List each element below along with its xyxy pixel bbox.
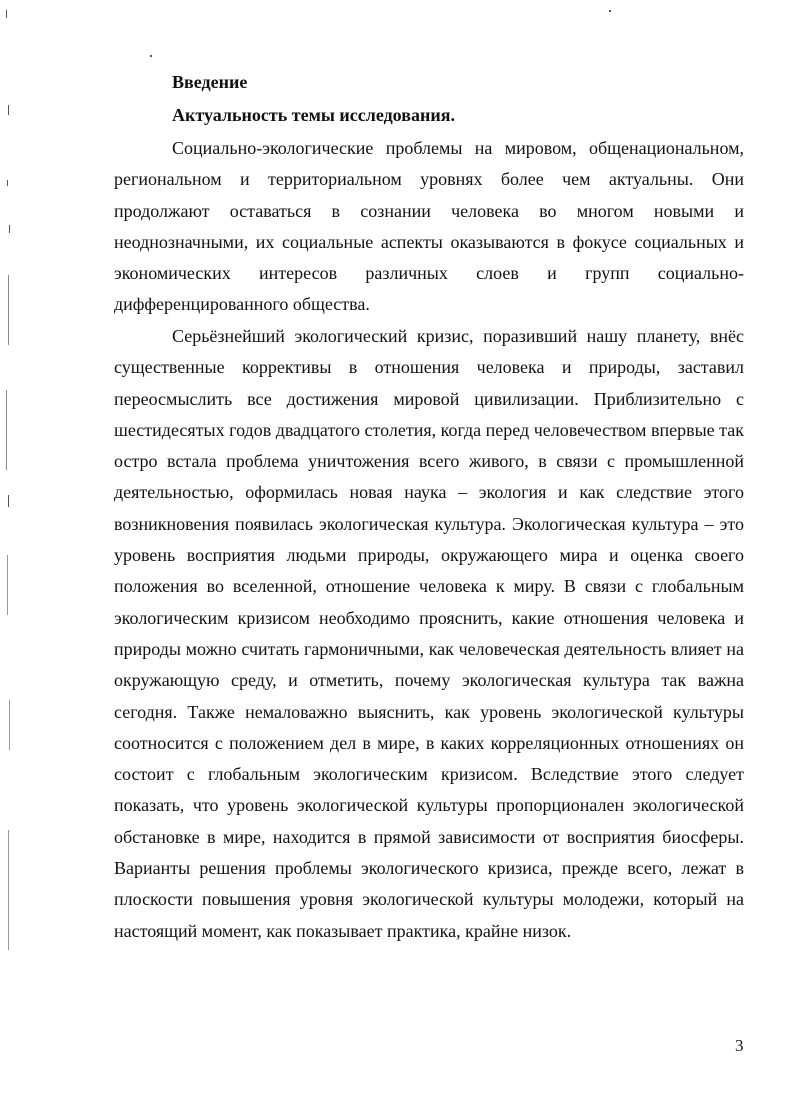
scan-speck bbox=[8, 495, 9, 507]
scan-speck bbox=[8, 105, 9, 115]
scan-speck bbox=[6, 10, 7, 18]
section-subheading: Актуальность темы исследования. bbox=[172, 105, 455, 125]
scan-speck bbox=[8, 275, 9, 345]
scan-speck bbox=[6, 390, 7, 470]
scan-speck bbox=[9, 700, 10, 750]
page-number: 3 bbox=[735, 1036, 744, 1055]
scan-speck bbox=[8, 830, 9, 950]
scan-speck bbox=[150, 55, 152, 57]
scan-speck bbox=[609, 10, 611, 12]
scan-speck bbox=[7, 180, 8, 186]
section-heading: Введение bbox=[172, 72, 248, 92]
paragraph-2: Серьёзнейший экологический кризис, поразивший нашу планету, внёс существенные коррективы в отношения человека и природы, заставил переосмыслить все достижения мировой цивилизации. Приблизительно с шестидесятых годов двадцатого столетия, когда перед человечеством впервые так остро встала проблема уничтожения всего живого, в связи с промышленной деятельностью, оформилась новая наука – экология и как следствие этого возникновения появилась экологическая культура. Экологическая культура – это уровень восприятия людьми природы, окружающего мира и оценка своего положения во вселенной, отношение человека к миру. В связи с глобальным экологическим кризисом необходимо прояснить, какие отношения человека и природы можно считать гармоничными, как человеческая деятельность влияет на окружающую среду, и отметить, почему экологическая культура так важна сегодня. Также немаловажно выяснить, как уровень экологической культуры соотносится с положением дел в мире, в каких корреляционных отношениях он состоит с глобальным экологическим кризисом. Вследствие этого следует показать, что уровень экологической культуры пропорционален экологической обстановке в мире, находится в прямой зависимости от восприятия биосферы. Варианты решения проблемы экологического кризиса, прежде всего, лежат в плоскости повышения уровня экологической культуры молодежи, который на настоящий момент, как показывает практика, крайне низок. bbox=[114, 326, 744, 941]
scan-speck bbox=[7, 555, 8, 615]
paragraph-1: Социально-экологические проблемы на мировом, общенациональном, региональном и территориальном уровнях более чем актуальны. Они продолжают оставаться в сознании человека во многом новыми и неоднозначными, их социальные аспекты оказываются в фокусе социальных и экономических интересов различных слоев и групп социально-дифференцированного общества. bbox=[114, 138, 744, 315]
scan-speck bbox=[9, 225, 10, 233]
